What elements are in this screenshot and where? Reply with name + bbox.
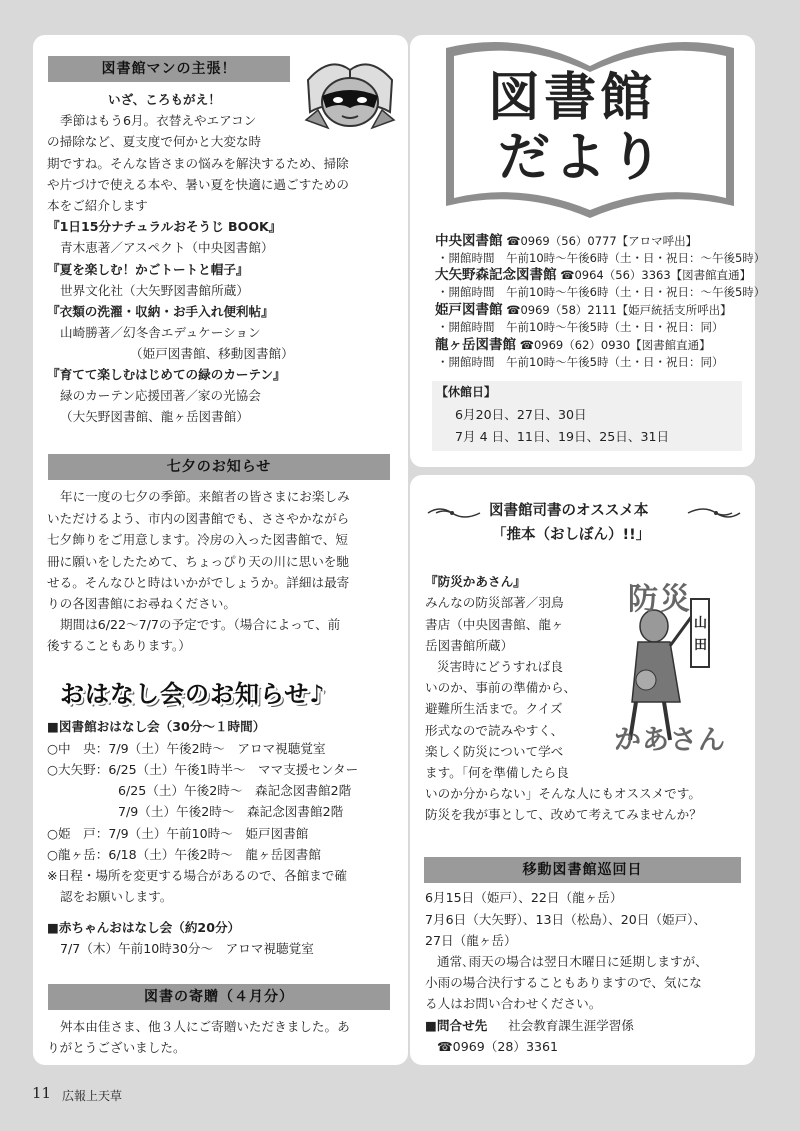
mobile-library-header: 移動図書館巡回日 (424, 857, 741, 883)
storytime-note-1: ※日程・場所を変更する場合があるので、各館まで確 (47, 868, 347, 883)
library-2-name: 大矢野森記念図書館 (435, 267, 557, 283)
ornament-right (686, 505, 742, 521)
publication-name: 広報上天草 (62, 1089, 123, 1103)
storytime-row-3: 6/25（土）午後2時～ 森記念図書館2階 (118, 783, 352, 798)
library-4-phone: ☎0969（62）0930 (519, 338, 631, 352)
mobile-contact-org: 社会教育課生涯学習係 (508, 1018, 634, 1033)
newsletter-title-2: だより (498, 128, 667, 188)
library-1-tag: 【アロマ呼出】 (616, 234, 698, 248)
mascot-section-header: 図書館マンの主張！ (48, 56, 290, 82)
book3-location: （姫戸図書館、移動図書館） (130, 346, 294, 361)
tanabata-line-4: 冊に願いをしたためて、ちょっぴり天の川に思いを馳 (47, 554, 349, 569)
library-4-tag: 【図書館直通】 (630, 338, 711, 352)
closed-days-label: 【休館日】 (436, 385, 497, 399)
storytime-group1-title: ■図書館おはなし会（30分～１時間） (47, 719, 266, 734)
book-cover-title-top: 防災 (628, 582, 692, 617)
tanabata-line-1: 年に一度の七夕の季節。来館者の皆さまにお楽しみ (60, 489, 350, 504)
library-3-phone: ☎0969（58）2111 (506, 303, 617, 317)
mobile-line-3: 27日（龍ヶ岳） (425, 933, 517, 948)
recommend-header-1: 図書館司書のオススメ本 (489, 503, 649, 519)
book3-title: 『衣類の洗濯・収納・お手入れ便利帖』 (47, 304, 274, 319)
library-2-tag: 【図書館直通】 (670, 268, 752, 282)
recommend-line-8: 楽しく防災について学べ (425, 744, 564, 759)
storytime-row-4: 7/9（土）午後2時～ 森記念図書館2階 (118, 804, 344, 819)
storytime-note-2: 認をお願いします。 (60, 889, 173, 904)
tanabata-line-8: 後することもあります。） (47, 638, 191, 653)
mascot-intro-line-2: の掃除など、夏支度で何かと大変な時 (47, 134, 262, 149)
donation-line-1: 舛本由佳さま、他３人にご寄贈いただきました。あ (60, 1019, 350, 1034)
library-1-phone: ☎0969（56）0777 (506, 234, 617, 248)
recommend-line-2: 書店（中央図書館、龍ヶ (425, 617, 564, 632)
storytime-group2-title: ■赤ちゃんおはなし会（約20分） (47, 920, 241, 935)
book2-info: 世界文化社（大矢野図書館所蔵） (60, 283, 249, 298)
mobile-line-1: 6月15日（姫戸）、22日（龍ヶ岳） (425, 890, 623, 905)
closed-days-june: 6月20日、27日、30日 (455, 407, 587, 422)
tanabata-line-3: 七夕飾りをご用意します。冷房の入った図書館で、短 (47, 532, 348, 547)
mobile-contact-label: ■問合せ先 (425, 1018, 488, 1033)
library-1 (435, 233, 697, 249)
recommend-line-7: 形式なので読みやすく、 (425, 723, 564, 738)
storytime-row-2: ○大矢野：6/25（土）午後1時半～ ママ支援センター (47, 762, 359, 777)
recommend-line-5: いのか、事前の準備から、 (425, 680, 577, 695)
tanabata-line-7: 期間は6/22～7/7の予定です。（場合によって、前 (60, 617, 341, 632)
newsletter-title-1: 図書館 (488, 68, 657, 128)
tanabata-line-2: いただけるよう、市内の図書館でも、ささやかながら (47, 511, 350, 526)
mascot-intro-line-1: 季節はもう6月。衣替えやエアコン (60, 113, 257, 128)
recommend-line-11: 防災を我が事として、改めて考えてみませんか？ (425, 807, 702, 822)
mascot-intro-line-3: 期ですね。そんな皆さまの悩みを解決するため、掃除 (47, 156, 349, 171)
recommend-line-9: ます。「何を準備したら良 (425, 765, 569, 780)
recommend-book-title: 『防災かあさん』 (425, 574, 526, 589)
recommend-line-3: 岳図書館所蔵） (425, 638, 514, 653)
mobile-line-2: 7月6日（大矢野）、13日（松島）、20日（姫戸）、 (425, 912, 707, 927)
tanabata-line-5: せる。そんなひと時はいかがでしょうか。詳細は最寄 (47, 575, 350, 590)
storytime-row-5: ○姫 戸：7/9（土）午前10時～ 姫戸図書館 (47, 826, 309, 841)
library-3-hours: ・開館時間 午前10時～午後5時（土・日・祝日：同） (437, 320, 724, 334)
book2-title: 『夏を楽しむ！かごトートと帽子』 (47, 262, 249, 277)
library-2-phone: ☎0964（56）3363 (560, 268, 671, 282)
storytime-row-1: ○中 央：7/9（土）午後2時～ アロマ視聴覚室 (47, 741, 326, 756)
library-3-name: 姫戸図書館 (435, 302, 503, 318)
library-4-name: 龍ヶ岳図書館 (435, 337, 516, 353)
mascot-intro-line-5: 本をご紹介します (47, 198, 148, 213)
library-3-tag: 【姫戸統括支所呼出】 (616, 303, 732, 317)
book3-info: 山崎勝著／幻冬舎エデュケーション (60, 325, 261, 340)
book4-title: 『育てて楽しむはじめての緑のカーテン』 (47, 367, 286, 382)
library-4 (435, 337, 711, 353)
mobile-line-6: る人はお問い合わせください。 (425, 996, 602, 1011)
book-cover-title-bottom: かあさん (614, 725, 726, 756)
tanabata-header: 七夕のお知らせ (48, 454, 390, 480)
recommend-line-4: 災害時にどうすれば良 (437, 659, 563, 674)
storytime-header: おはなし会のお知らせ♪ (60, 680, 326, 708)
book-cover-sign-1: 山 (694, 616, 708, 631)
ornament-left (426, 505, 482, 521)
mobile-contact-phone: ☎0969（28）3361 (437, 1039, 558, 1054)
storytime-row-6: ○龍ヶ岳：6/18（土）午後2時～ 龍ヶ岳図書館 (47, 847, 321, 862)
mobile-line-5: 小雨の場合決行することもありますので、気にな (425, 975, 702, 990)
mascot-subtitle: いざ、ころもがえ！ (108, 92, 221, 107)
library-1-hours: ・開館時間 午前10時～午後6時（土・日・祝日：～午後5時） (437, 251, 766, 265)
book-cover-sign-2: 田 (694, 638, 708, 653)
closed-days-july: 7月 4 日、11日、19日、25日、31日 (455, 429, 670, 444)
donation-line-2: りがとうございました。 (47, 1040, 186, 1055)
book4-location: （大矢野図書館、龍ヶ岳図書館） (60, 409, 249, 424)
mascot-intro-line-4: や片づけで使える本や、暑い夏を快適に過ごすための (47, 177, 349, 192)
book1-title: 『1日15分ナチュラルおそうじ BOOK』 (47, 219, 282, 234)
book4-info: 緑のカーテン応援団著／家の光協会 (60, 388, 261, 403)
recommend-header-2: 「推本（おしぼん）!!」 (492, 527, 651, 543)
recommend-line-6: 避難所生活まで。クイズ (425, 701, 563, 716)
tanabata-line-6: りの各図書館にお尋ねください。 (47, 596, 236, 611)
page-number: 11 (32, 1084, 52, 1102)
library-1-name: 中央図書館 (435, 233, 503, 249)
donation-header: 図書の寄贈（４月分） (48, 984, 390, 1010)
mobile-line-4: 通常､雨天の場合は翌日木曜日に延期しますが、 (437, 954, 708, 969)
book-cover (608, 572, 742, 764)
library-3 (435, 302, 732, 318)
storytime-group2-row: 7/7（木）午前10時30分～ アロマ視聴覚室 (60, 941, 314, 956)
recommend-line-10: いのか分からない」そんな人にもオススメです。 (425, 786, 701, 801)
library-4-hours: ・開館時間 午前10時～午後5時（土・日・祝日：同） (437, 355, 724, 369)
recommend-line-1: みんなの防災部著／羽鳥 (425, 595, 564, 610)
library-2 (435, 267, 751, 283)
book1-info: 青木恵著／アスペクト（中央図書館） (60, 240, 274, 255)
mascot-image (300, 50, 400, 142)
library-2-hours: ・開館時間 午前10時～午後6時（土・日・祝日：～午後5時） (437, 285, 766, 299)
